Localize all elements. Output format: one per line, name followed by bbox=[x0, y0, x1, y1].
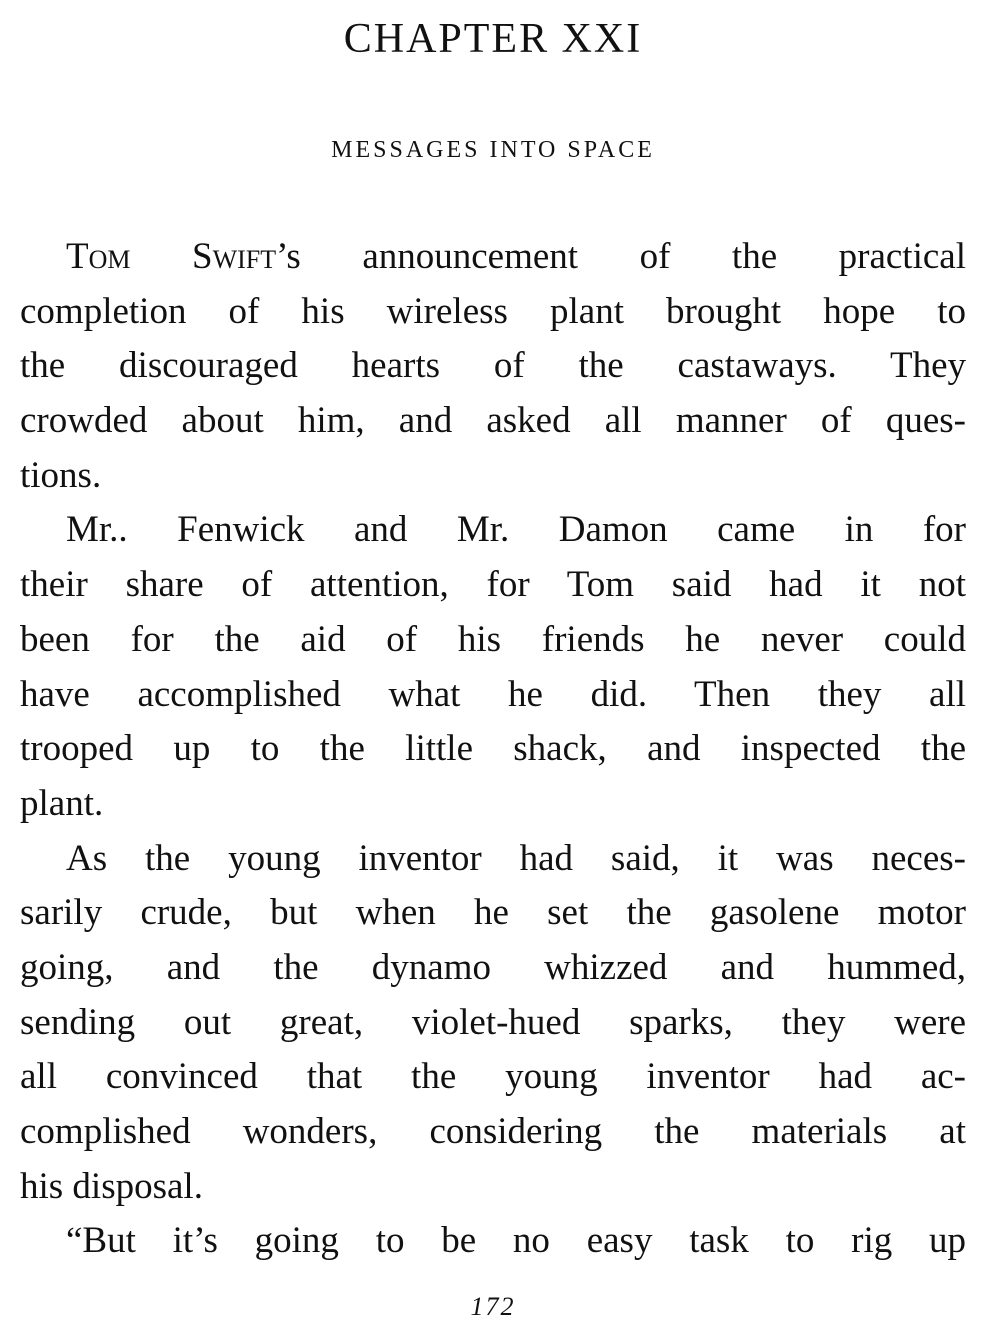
body-text bbox=[20, 230, 966, 1269]
text-line: As the young inventor had said, it was neces- bbox=[66, 837, 966, 879]
text-line: all convinced that the young inventor had ac- bbox=[20, 1056, 966, 1098]
text-line: plant. bbox=[20, 782, 104, 824]
text-line bbox=[20, 230, 966, 285]
text-line: going, and the dynamo whizzed and hummed, bbox=[20, 946, 966, 988]
text-line: been for the aid of his friends he never could bbox=[20, 618, 966, 660]
text-line: his disposal. bbox=[20, 1165, 203, 1207]
text-line: completion of his wireless plant brought hope to bbox=[20, 290, 966, 332]
text-line: trooped up to the little shack, and inspected the bbox=[20, 728, 966, 770]
text-line: Mr.. Fenwick and Mr. Damon came in for bbox=[66, 509, 966, 551]
text-line: “But it’s going to be no easy task to rig up bbox=[66, 1220, 966, 1262]
text-line: complished wonders, considering the materials at bbox=[20, 1111, 966, 1152]
page-number: 172 bbox=[470, 1292, 516, 1321]
text-line: have accomplished what he did. Then they all bbox=[20, 673, 966, 715]
text-line: their share of attention, for Tom said had it not bbox=[20, 564, 966, 606]
text-line-content: ’s announcement of the practical bbox=[276, 236, 966, 277]
text-line: the discouraged hearts of the castaways. They bbox=[20, 345, 966, 387]
text-line: sarily crude, but when he set the gasolene motor bbox=[20, 892, 966, 934]
name-smallcaps: Tom Swift bbox=[66, 236, 277, 277]
chapter-heading: CHAPTER XXI bbox=[343, 16, 643, 62]
text-line: crowded about him, and asked all manner of ques- bbox=[20, 400, 966, 442]
chapter-subtitle: MESSAGES INTO SPACE bbox=[331, 137, 655, 163]
text-line: tions. bbox=[20, 454, 102, 496]
text-line: sending out great, violet-hued sparks, they were bbox=[20, 1001, 966, 1043]
